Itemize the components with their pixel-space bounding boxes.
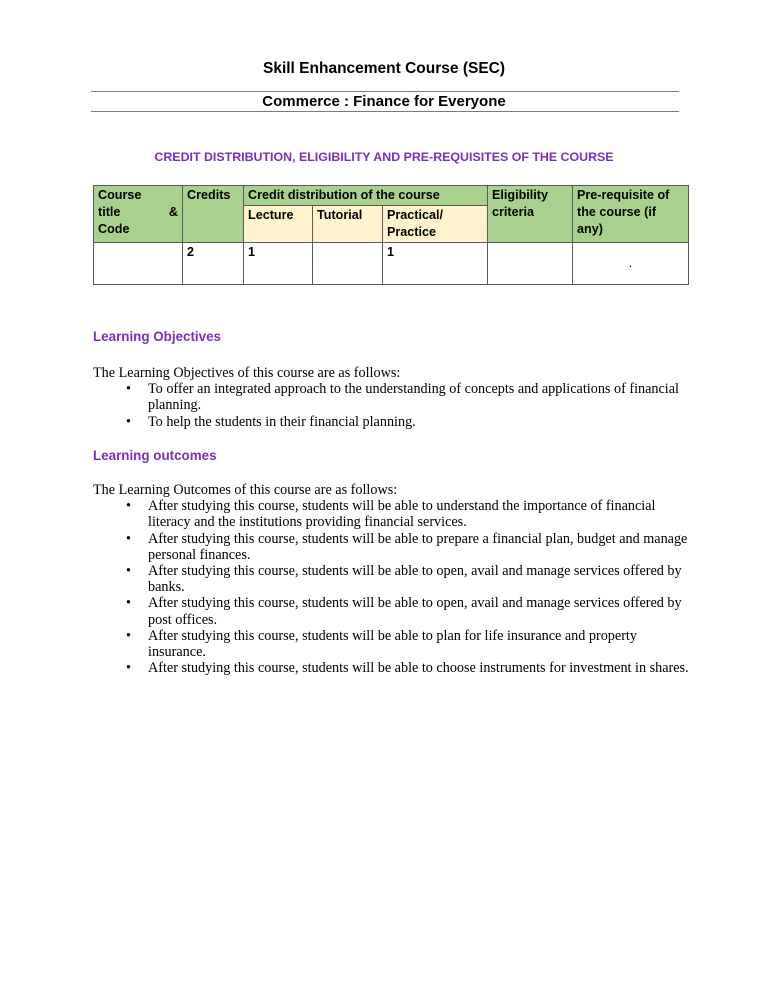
course-type-title: Skill Enhancement Course (SEC) — [262, 60, 506, 77]
list-item — [93, 531, 693, 563]
cell-practical: 1 — [383, 243, 488, 285]
learning-objectives-heading: Learning Objectives — [93, 329, 221, 344]
credit-section-heading: CREDIT DISTRIBUTION, ELIGIBILITY AND PRE-REQUISITES OF THE COURSE — [154, 150, 614, 164]
list-item — [93, 660, 693, 676]
bullet-icon: • — [126, 530, 131, 547]
header-course-title — [94, 186, 183, 243]
bullet-icon: • — [126, 413, 131, 430]
header-text: Code — [98, 222, 130, 236]
outcomes-intro: The Learning Outcomes of this course are as follows: — [93, 482, 398, 498]
header-text: title — [98, 205, 121, 219]
header-text: & — [168, 205, 178, 219]
list-item — [93, 595, 693, 627]
list-item-text: To help the students in their financial planning. — [148, 413, 416, 430]
list-item-text: After studying this course, students will be able to open, avail and manage services offered by post offices. — [148, 595, 682, 628]
outcomes-list — [93, 498, 693, 676]
list-item — [93, 498, 693, 530]
header-prerequisite: Pre-requisite of the course (if any) — [573, 186, 689, 243]
header-credit-distribution: Credit distribution of the course — [244, 186, 488, 206]
header-tutorial: Tutorial — [313, 206, 383, 243]
bullet-icon: • — [126, 563, 131, 580]
header-text-line — [98, 204, 178, 221]
cell-course-title — [94, 243, 183, 285]
list-item — [93, 414, 693, 430]
objectives-intro: The Learning Objectives of this course are as follows: — [93, 365, 401, 381]
bullet-icon: • — [126, 498, 131, 515]
header-text: Course — [98, 188, 142, 202]
bullet-icon: • — [126, 595, 131, 612]
credit-distribution-table — [93, 185, 689, 285]
cell-prerequisite: . — [573, 243, 689, 285]
divider-bottom — [91, 111, 679, 112]
header-eligibility: Eligibility criteria — [488, 186, 573, 243]
header-credits: Credits — [183, 186, 244, 243]
list-item — [93, 628, 693, 660]
header-lecture: Lecture — [244, 206, 313, 243]
list-item — [93, 381, 693, 413]
list-item-text: After studying this course, students will be able to prepare a financial plan, budget and manage personal finances. — [148, 530, 688, 563]
learning-outcomes-body — [93, 482, 693, 676]
learning-objectives-body — [93, 365, 693, 430]
list-item-text: After studying this course, students will be able to plan for life insurance and property insurance. — [148, 627, 637, 661]
list-item-text: After studying this course, students will be able to open, avail and manage services offered by banks. — [148, 563, 682, 596]
bullet-icon: • — [126, 660, 131, 677]
cell-lecture: 1 — [244, 243, 313, 285]
objectives-list — [93, 381, 693, 430]
list-item — [93, 563, 693, 595]
cell-eligibility — [488, 243, 573, 285]
list-item-text: After studying this course, students will be able to understand the importance of financial literacy and the institutions providing financial services. — [148, 498, 656, 531]
cell-credits: 2 — [183, 243, 244, 285]
list-item-text: To offer an integrated approach to the understanding of concepts and applications of financial planning. — [148, 381, 679, 414]
course-name-title: Commerce : Finance for Everyone — [262, 93, 506, 110]
cell-tutorial — [313, 243, 383, 285]
bullet-icon: • — [126, 627, 131, 644]
divider-top — [91, 91, 679, 92]
bullet-icon: • — [126, 381, 131, 398]
list-item-text: After studying this course, students will be able to choose instruments for investment in shares. — [148, 660, 689, 677]
learning-outcomes-heading: Learning outcomes — [93, 448, 217, 463]
header-practical: Practical/ Practice — [383, 206, 488, 243]
